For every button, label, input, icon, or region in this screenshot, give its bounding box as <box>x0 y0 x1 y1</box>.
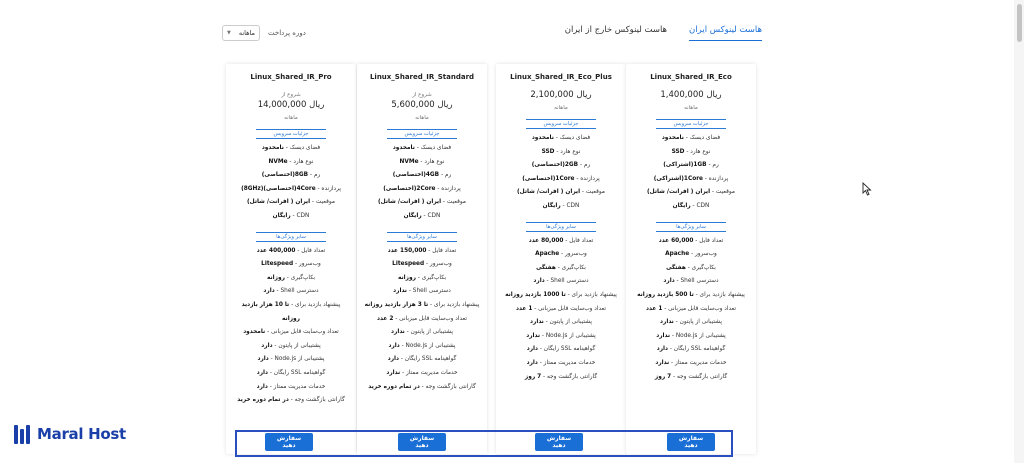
feature-value: هفتگی <box>666 264 686 271</box>
feature-row <box>357 272 487 286</box>
feature-key: رم - <box>578 162 591 169</box>
feature-value: ایران ( افرانت/ شاتل) <box>378 199 442 206</box>
feature-row <box>357 183 487 197</box>
feature-value: ندارد <box>656 332 671 339</box>
order-button-eco-plus[interactable]: سفارش دهید <box>535 433 583 451</box>
plan-price: 5,600,000 ریال <box>391 100 453 110</box>
feature-key: موقعیت - <box>441 199 466 206</box>
feature-value: 1Core(اشتراکی) <box>653 175 703 182</box>
feature-key: فضای دیسک - <box>553 135 591 141</box>
order-button-standard[interactable]: سفارش دهید <box>398 433 446 451</box>
feature-value: Litespeed <box>392 261 425 268</box>
plan-name: Linux_Shared_IR_Pro <box>250 73 332 81</box>
feature-key: فضای دیسک - <box>683 135 721 141</box>
billing-period-select[interactable] <box>222 25 260 41</box>
plan-name: Linux_Shared_IR_Eco <box>650 73 732 81</box>
plan-card-eco <box>626 64 756 454</box>
feature-key: پشتیبانی از پایتون - <box>673 319 722 326</box>
feature-value: 60,000 عدد <box>658 237 694 244</box>
feature-value: تا 10 هزار بازدید روزانه <box>241 301 300 322</box>
plan-card-standard <box>357 64 487 454</box>
feature-value: 150,000 عدد <box>387 247 427 254</box>
feature-row <box>226 272 356 286</box>
feature-key: گارانتی بازگشت وجه - <box>671 373 728 380</box>
feature-value: نامحدود <box>531 135 554 141</box>
feature-key: گواهینامه SSL رایگان - <box>538 346 596 353</box>
feature-row <box>357 326 487 340</box>
feature-row <box>226 285 356 299</box>
feature-row <box>626 159 756 173</box>
feature-row <box>357 367 487 381</box>
feature-value: در تمام دوره خرید <box>237 397 289 404</box>
feature-row <box>226 367 356 381</box>
feature-key: تعداد فایل - <box>426 247 457 254</box>
feature-value: ندارد <box>391 329 405 336</box>
mouse-cursor-icon <box>862 182 872 196</box>
feature-row <box>626 235 756 249</box>
feature-key: پشتیبانی از پایتون - <box>404 329 453 336</box>
feature-key: پردازنده - <box>574 175 600 182</box>
feature-value: 1Core(اختصاصی) <box>522 175 575 182</box>
feature-row <box>626 146 756 160</box>
feature-value: 8GB(اختصاصی) <box>261 172 309 179</box>
feature-row <box>496 371 626 385</box>
feature-key: رم - <box>308 172 321 179</box>
feature-row <box>496 275 626 289</box>
feature-row <box>626 173 756 187</box>
tab-iran-linux-host[interactable]: هاست لینوکس ایران <box>689 25 762 41</box>
feature-row <box>226 183 356 197</box>
feature-value: دارد <box>257 356 269 363</box>
feature-row <box>496 186 626 200</box>
feature-value: ندارد <box>393 288 407 295</box>
feature-row <box>357 142 487 156</box>
feature-value: دارد <box>263 288 275 295</box>
feature-key: موقعیت - <box>580 189 605 196</box>
feature-value: SSD <box>541 148 555 155</box>
feature-value: ایران ( افرانت/ شاتل) <box>517 189 581 196</box>
feature-value: 2Core(اختصاصی) <box>383 185 436 192</box>
feature-value: 4GB(اختصاصی) <box>392 172 440 179</box>
feature-row <box>626 343 756 357</box>
feature-row <box>626 316 756 330</box>
section-other-title: سایر ویژگی‌ها <box>256 232 326 242</box>
feature-value: در تمام دوره خرید <box>368 383 420 390</box>
feature-value: SSD <box>671 148 685 155</box>
feature-key: خدمات مدیریت ممتاز - <box>400 369 458 376</box>
feature-value: دارد <box>526 359 538 366</box>
feature-row <box>496 262 626 276</box>
feature-row <box>226 326 356 340</box>
plan-price: 1,400,000 ریال <box>660 90 722 100</box>
feature-row <box>626 186 756 200</box>
feature-row <box>626 289 756 303</box>
feature-key: تعداد فایل - <box>563 237 594 244</box>
feature-row <box>496 289 626 303</box>
feature-value: دارد <box>387 356 400 363</box>
plan-term: ماهانه <box>684 105 698 111</box>
maral-logo-icon <box>14 423 35 444</box>
feature-value: ندارد <box>660 319 674 326</box>
feature-row <box>496 146 626 160</box>
feature-row <box>496 303 626 317</box>
feature-value: Apache <box>665 251 690 258</box>
feature-row <box>226 142 356 156</box>
feature-row <box>357 381 487 395</box>
feature-row <box>226 340 356 354</box>
feature-row <box>496 248 626 262</box>
feature-key: CDN - <box>290 212 310 219</box>
billing-period-label: دوره پرداخت <box>268 29 306 37</box>
section-other-title: سایر ویژگی‌ها <box>387 232 457 242</box>
feature-key: پردازنده - <box>435 185 461 192</box>
plan-from-label: شروع از <box>281 92 301 98</box>
feature-key: تعداد وب‌سایت قابل میزبانی - <box>532 305 606 312</box>
order-button-eco[interactable]: سفارش دهید <box>667 433 715 451</box>
feature-key: وب‌سرور - <box>559 251 587 258</box>
feature-key: پیشنهاد بازدید برای - <box>565 291 617 298</box>
feature-value: 2GB(اختصاصی) <box>531 162 579 169</box>
feature-value: دارد <box>656 346 669 353</box>
feature-row <box>496 316 626 330</box>
feature-value: تا 3 هزار بازدید روزانه <box>364 301 429 308</box>
feature-key: CDN - <box>560 202 580 209</box>
feature-key: خدمات مدیریت ممتاز - <box>537 359 596 366</box>
feature-value: نامحدود <box>243 329 266 336</box>
feature-row <box>357 353 487 367</box>
feature-key: فضای دیسک - <box>414 145 452 151</box>
feature-key: فضای دیسک - <box>283 145 321 151</box>
plan-name: Linux_Shared_IR_Eco_Plus <box>510 73 612 81</box>
feature-value: دارد <box>526 346 539 353</box>
plan-card-pro <box>226 64 356 454</box>
feature-key: تعداد وب‌سایت قابل میزبانی - <box>662 305 736 312</box>
feature-row <box>496 159 626 173</box>
feature-key: تعداد فایل - <box>693 237 724 244</box>
feature-row <box>226 353 356 367</box>
feature-key: نوع هارد - <box>554 148 581 155</box>
feature-value: 4Core(اختصاصی)(8GHz) <box>241 185 316 192</box>
feature-value: تا 1000 بازدید روزانه <box>505 291 566 298</box>
feature-row <box>496 330 626 344</box>
feature-value: هفتگی <box>536 264 556 271</box>
feature-key: وب‌سرور - <box>293 261 321 268</box>
feature-row <box>496 200 626 214</box>
feature-key: موقعیت - <box>310 199 335 206</box>
feature-row <box>626 371 756 385</box>
scrollbar-thumb[interactable] <box>1017 4 1022 42</box>
feature-value: 400,000 عدد <box>256 247 296 254</box>
feature-key: گارانتی بازگشت وجه - <box>419 383 476 390</box>
feature-row <box>226 381 356 395</box>
feature-value: دارد <box>533 278 545 285</box>
plan-price: 14,000,000 ریال <box>257 100 325 110</box>
feature-key: پیشنهاد بازدید برای - <box>428 301 480 308</box>
feature-key: نوع هارد - <box>684 148 711 155</box>
feature-key: بکاپ‌گیری - <box>555 264 586 271</box>
plan-card-eco-plus <box>496 64 626 454</box>
feature-value: 1 عدد <box>646 305 663 312</box>
feature-value: دارد <box>256 369 269 376</box>
feature-row <box>357 210 487 224</box>
tab-bar <box>565 25 762 41</box>
billing-period <box>222 25 306 41</box>
feature-row <box>496 132 626 146</box>
feature-key: گواهینامه SSL رایگان - <box>399 356 457 363</box>
order-button-pro[interactable]: سفارش دهید <box>265 433 313 451</box>
feature-row <box>226 156 356 170</box>
feature-key: دسترسی Shell - <box>274 288 319 295</box>
feature-value: 80,000 عدد <box>528 237 564 244</box>
plan-term: ماهانه <box>554 105 568 111</box>
feature-key: گارانتی بازگشت وجه - <box>541 373 598 380</box>
feature-value: ندارد <box>530 319 544 326</box>
feature-row <box>496 173 626 187</box>
feature-key: خدمات مدیریت ممتاز - <box>669 359 727 366</box>
feature-key: پشتیبانی از پایتون - <box>272 342 321 349</box>
feature-key: موقعیت - <box>710 189 735 196</box>
feature-key: پشتیبانی از پایتون - <box>543 319 592 326</box>
feature-key: تعداد وب‌سایت قابل میزبانی - <box>265 329 339 336</box>
feature-row <box>626 132 756 146</box>
feature-key: نوع هارد - <box>418 158 445 165</box>
feature-key: وب‌سرور - <box>689 251 717 258</box>
feature-value: 2 عدد <box>377 315 394 322</box>
feature-key: پشتیبانی از Node.js - <box>268 356 325 363</box>
logo <box>14 423 126 444</box>
feature-row <box>626 303 756 317</box>
feature-key: تعداد وب‌سایت قابل میزبانی - <box>393 315 467 322</box>
feature-row <box>226 210 356 224</box>
feature-value: رایگان <box>403 212 422 219</box>
billing-period-value: ماهانه <box>238 29 255 37</box>
section-details-title: جزئیات سرویس <box>656 119 726 129</box>
feature-row <box>626 357 756 371</box>
feature-value: دارد <box>663 278 675 285</box>
feature-value: رایگان <box>272 212 291 219</box>
feature-row <box>357 196 487 210</box>
feature-row <box>357 299 487 313</box>
feature-value: ایران ( افرانت/ شاتل) <box>247 199 311 206</box>
feature-key: گواهینامه SSL رایگان - <box>268 369 326 376</box>
scrollbar[interactable] <box>1014 0 1024 463</box>
feature-value: نامحدود <box>261 145 284 151</box>
feature-value: ندارد <box>655 359 670 366</box>
section-details-title: جزئیات سرویس <box>526 119 596 129</box>
section-details-title: جزئیات سرویس <box>387 129 457 139</box>
feature-row <box>357 313 487 327</box>
feature-value: ایران ( افرانت/ شاتل) <box>647 189 711 196</box>
feature-row <box>357 340 487 354</box>
feature-key: وب‌سرور - <box>424 261 452 268</box>
feature-key: پیشنهاد بازدید برای - <box>693 291 745 298</box>
feature-key: پردازنده - <box>702 175 729 182</box>
plan-term: ماهانه <box>415 115 429 121</box>
feature-value: 7 روز <box>654 373 672 380</box>
feature-key: رم - <box>439 172 452 179</box>
feature-row <box>226 299 356 326</box>
feature-key: رم - <box>706 162 719 169</box>
feature-key: دسترسی Shell - <box>406 288 451 295</box>
plan-from-label: شروع از <box>412 92 432 98</box>
tab-foreign-linux-host[interactable]: هاست لینوکس خارج از ایران <box>564 25 668 35</box>
feature-key: CDN - <box>421 212 441 219</box>
feature-value: نامحدود <box>661 135 684 141</box>
feature-row <box>357 245 487 259</box>
feature-value: ندارد <box>526 332 541 339</box>
plan-term: ماهانه <box>284 115 298 121</box>
feature-row <box>226 258 356 272</box>
feature-row <box>357 169 487 183</box>
feature-row <box>226 245 356 259</box>
feature-value: رایگان <box>542 202 561 209</box>
section-details-title: جزئیات سرویس <box>256 129 326 139</box>
feature-key: بکاپ‌گیری - <box>284 274 316 281</box>
section-other-title: سایر ویژگی‌ها <box>526 222 596 232</box>
feature-row <box>357 258 487 272</box>
plan-price: 2,100,000 ریال <box>530 90 592 100</box>
feature-value: Apache <box>535 251 560 258</box>
feature-row <box>496 235 626 249</box>
feature-row <box>626 262 756 276</box>
feature-key: خدمات مدیریت ممتاز - <box>267 383 326 390</box>
feature-value: روزانه <box>266 274 285 281</box>
feature-row <box>496 343 626 357</box>
feature-value: نامحدود <box>392 145 415 151</box>
feature-key: پشتیبانی از Node.js - <box>540 332 596 339</box>
feature-value: NVMe <box>399 158 419 165</box>
feature-value: NVMe <box>268 158 288 165</box>
feature-row <box>626 200 756 214</box>
feature-key: پشتیبانی از Node.js - <box>399 342 456 349</box>
feature-value: روزانه <box>397 274 416 281</box>
feature-value: دارد <box>256 383 268 390</box>
section-other-title: سایر ویژگی‌ها <box>656 222 726 232</box>
feature-key: پشتیبانی از Node.js - <box>670 332 726 339</box>
feature-row <box>357 156 487 170</box>
feature-key: تعداد فایل - <box>295 247 326 254</box>
feature-value: Litespeed <box>261 261 294 268</box>
feature-key: گارانتی بازگشت وجه - <box>288 397 345 404</box>
feature-row <box>226 196 356 210</box>
feature-key: گواهینامه SSL رایگان - <box>668 346 726 353</box>
feature-key: نوع هارد - <box>287 158 314 165</box>
feature-key: بکاپ‌گیری - <box>415 274 447 281</box>
feature-value: رایگان <box>672 202 691 209</box>
feature-value: دارد <box>261 342 273 349</box>
feature-row <box>357 285 487 299</box>
feature-row <box>626 330 756 344</box>
feature-row <box>226 394 356 408</box>
feature-row <box>226 169 356 183</box>
feature-value: 1GB(اشتراکی) <box>663 162 707 169</box>
feature-row <box>626 275 756 289</box>
feature-key: CDN - <box>690 202 710 209</box>
feature-value: 1 عدد <box>516 305 533 312</box>
feature-value: 7 روز <box>524 373 542 380</box>
feature-key: دسترسی Shell - <box>674 278 719 285</box>
feature-key: پردازنده - <box>315 185 341 192</box>
chevron-down-icon: ▼ <box>227 30 231 36</box>
feature-row <box>626 248 756 262</box>
feature-value: ندارد <box>386 369 401 376</box>
feature-value: تا 500 بازدید روزانه <box>637 291 694 298</box>
plan-name: Linux_Shared_IR_Standard <box>369 73 475 81</box>
feature-key: بکاپ‌گیری - <box>685 264 716 271</box>
feature-key: پیشنهاد بازدید برای - <box>289 301 341 308</box>
feature-value: دارد <box>388 342 400 349</box>
feature-key: دسترسی Shell - <box>544 278 589 285</box>
feature-row <box>496 357 626 371</box>
logo-text: Maral Host <box>37 424 126 443</box>
